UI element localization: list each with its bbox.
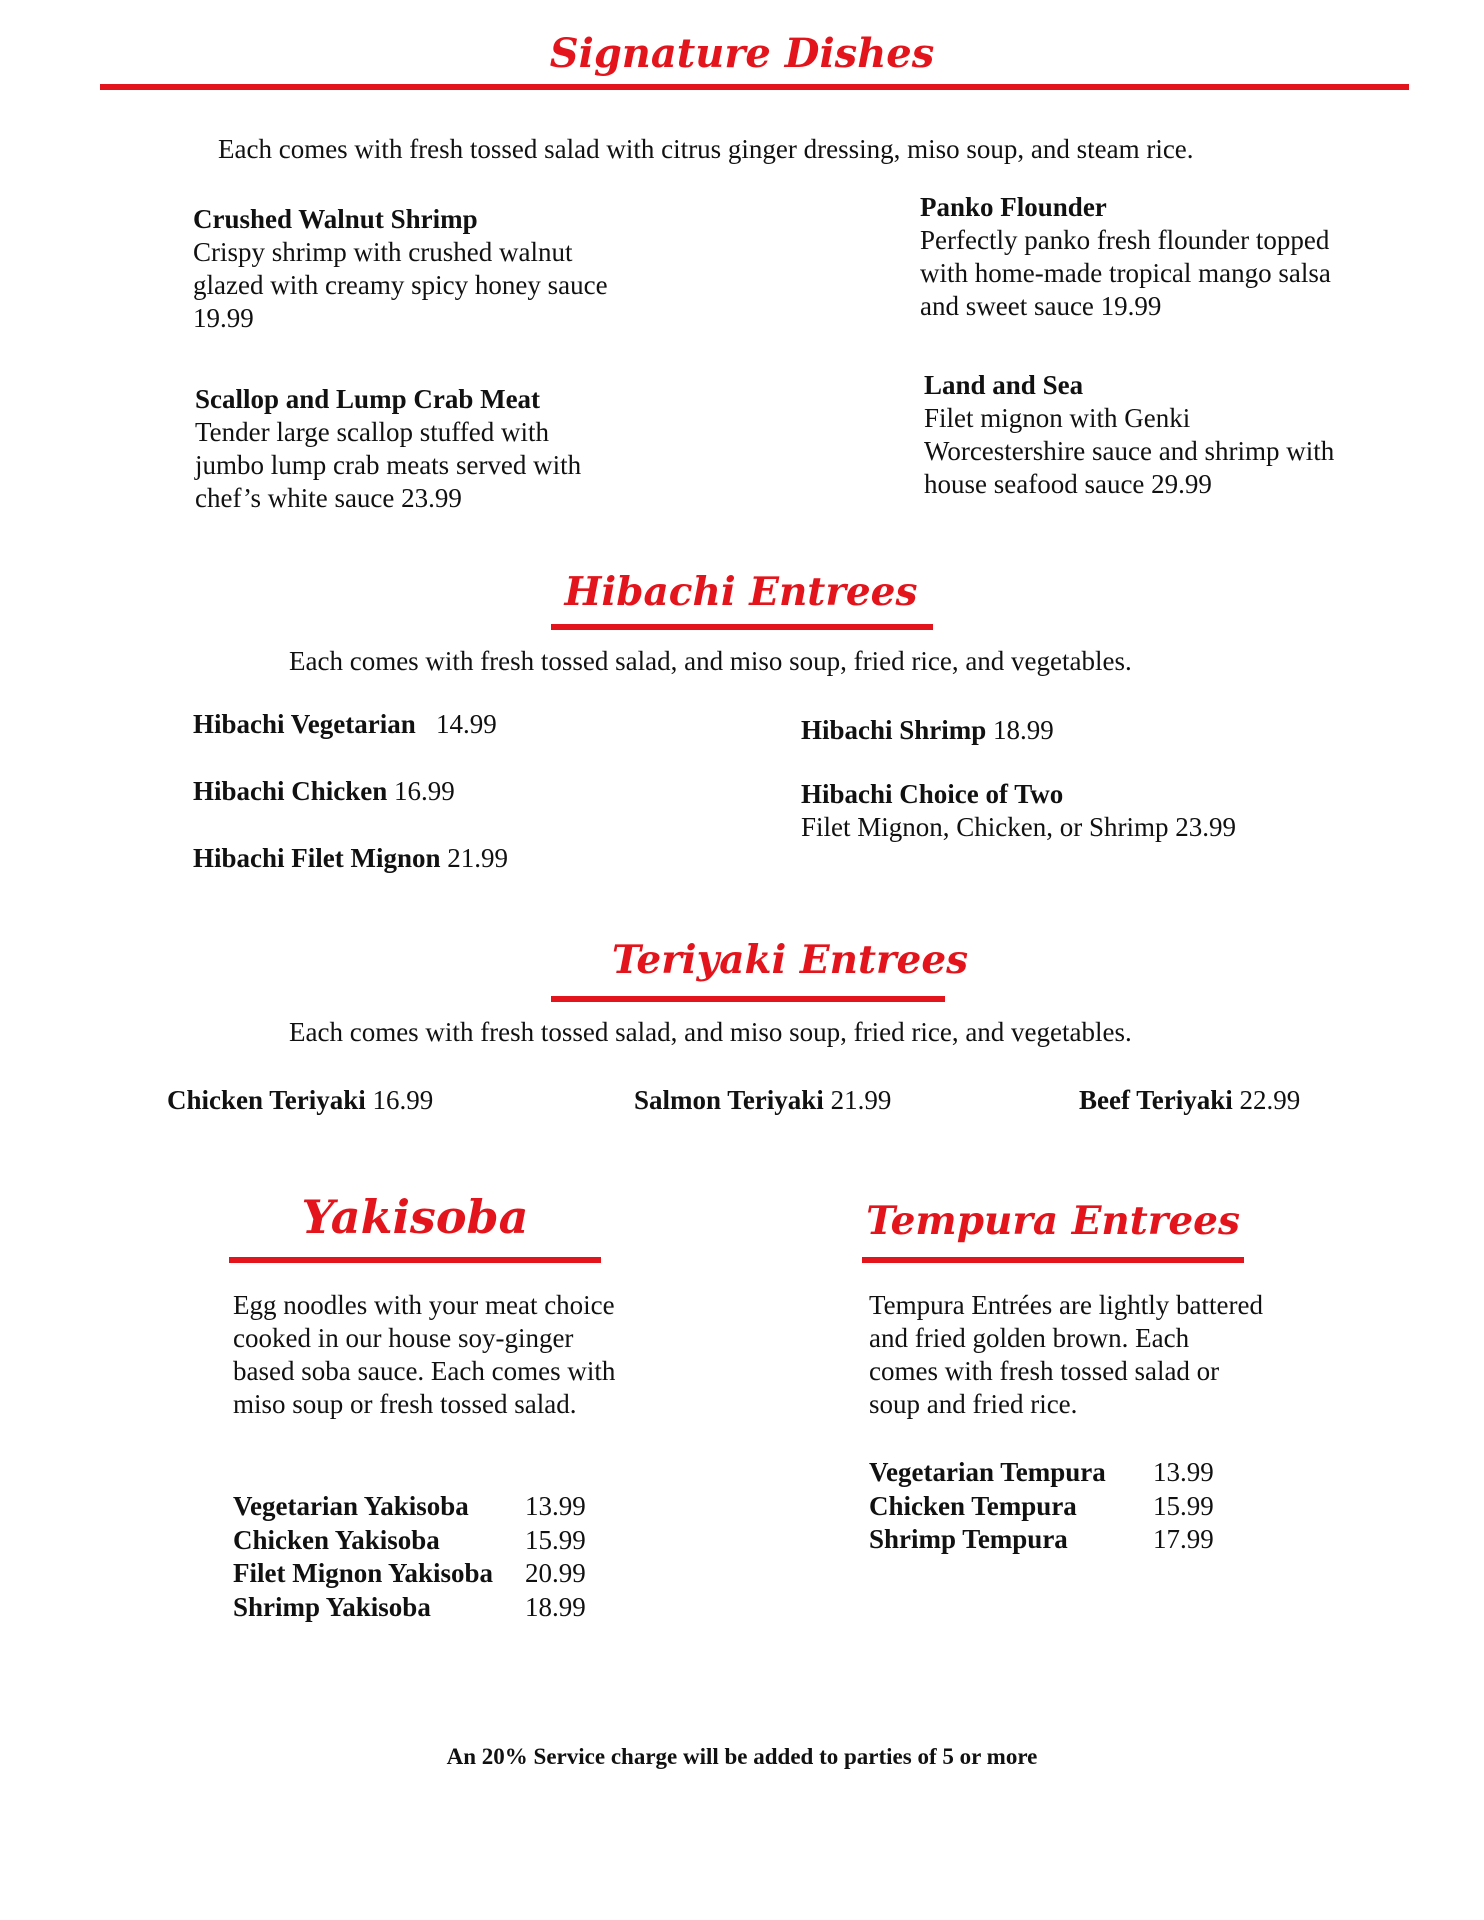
item-price: 14.99 (436, 709, 497, 739)
yakisoba-list (233, 1490, 586, 1624)
hibachi-rule (551, 624, 933, 630)
menu-item-hibachi-vegetarian (193, 709, 497, 740)
item-price: 15.99 (1153, 1490, 1214, 1521)
item-name: Hibachi Vegetarian (193, 709, 416, 739)
item-desc: Tender large scallop stuffed with jumbo lump crab meats served with chef’s white sauce 23.99 (195, 417, 582, 513)
menu-item-hibachi-chicken (193, 776, 455, 807)
menu-item-beef-teriyaki (1079, 1085, 1300, 1116)
menu-item-crushed-walnut-shrimp (193, 203, 633, 335)
item-price: 13.99 (1153, 1457, 1214, 1487)
item-name: Panko Flounder (920, 192, 1107, 222)
item-price: 17.99 (1153, 1524, 1214, 1554)
tempura-rule (862, 1257, 1244, 1263)
teriyaki-rule (551, 996, 945, 1002)
item-price: 13.99 (525, 1491, 586, 1521)
item-price: 18.99 (525, 1591, 586, 1622)
signature-heading: Signature Dishes (549, 30, 935, 77)
yakisoba-rule (229, 1257, 601, 1263)
item-name: Crushed Walnut Shrimp (193, 204, 478, 234)
list-item (869, 1456, 1214, 1490)
item-name: Scallop and Lump Crab Meat (195, 384, 541, 414)
menu-item-salmon-teriyaki (634, 1085, 891, 1116)
item-name: Vegetarian Yakisoba (233, 1491, 469, 1521)
item-name: Hibachi Chicken (193, 776, 388, 806)
tempura-list (869, 1456, 1214, 1557)
list-item (233, 1591, 586, 1625)
item-name: Vegetarian Tempura (869, 1457, 1106, 1487)
item-name: Beef Teriyaki (1079, 1085, 1233, 1115)
item-name: Chicken Teriyaki (167, 1085, 366, 1115)
item-price: 22.99 (1239, 1085, 1301, 1115)
item-price: 21.99 (447, 843, 509, 873)
list-item (233, 1557, 586, 1591)
menu-item-hibachi-shrimp (801, 715, 1054, 746)
hibachi-intro: Each comes with fresh tossed salad, and miso soup, fried rice, and vegetables. (289, 646, 1132, 676)
item-name: Hibachi Filet Mignon (193, 843, 441, 873)
item-price: 15.99 (525, 1524, 586, 1555)
signature-rule (100, 84, 1409, 90)
item-name: Salmon Teriyaki (634, 1085, 824, 1115)
menu-item-panko-flounder (920, 191, 1350, 323)
item-name: Chicken Yakisoba (233, 1524, 440, 1555)
list-item (233, 1524, 586, 1558)
menu-item-chicken-teriyaki (167, 1085, 433, 1116)
item-price: 16.99 (394, 776, 455, 806)
item-desc: Filet Mignon, Chicken, or Shrimp 23.99 (801, 812, 1236, 842)
signature-intro: Each comes with fresh tossed salad with citrus ginger dressing, miso soup, and steam rice. (218, 134, 1194, 164)
item-name: Shrimp Yakisoba (233, 1591, 431, 1622)
item-price: 20.99 (525, 1558, 586, 1588)
service-charge-note: An 20% Service charge will be added to parties of 5 or more (446, 1744, 1038, 1769)
teriyaki-intro: Each comes with fresh tossed salad, and miso soup, fried rice, and vegetables. (289, 1017, 1132, 1047)
list-item (869, 1523, 1214, 1557)
item-price: 16.99 (372, 1085, 434, 1115)
menu-item-hibachi-choice-of-two (801, 778, 1321, 844)
item-name: Filet Mignon Yakisoba (233, 1558, 494, 1588)
item-price: 21.99 (830, 1085, 892, 1115)
teriyaki-heading: Teriyaki Entrees (611, 937, 969, 983)
tempura-heading: Tempura Entrees (866, 1198, 1240, 1244)
menu-item-scallop-crab (195, 383, 615, 515)
item-name: Hibachi Shrimp (801, 715, 987, 745)
hibachi-heading: Hibachi Entrees (564, 569, 918, 615)
item-desc: Crispy shrimp with crushed walnut glazed with creamy spicy honey sauce 19.99 (193, 237, 608, 333)
yakisoba-heading: Yakisoba (301, 1190, 529, 1244)
item-name: Chicken Tempura (869, 1490, 1077, 1521)
item-desc: Perfectly panko fresh flounder topped with home-made tropical mango salsa and sweet sauce 19.99 (920, 225, 1331, 321)
item-name: Land and Sea (924, 370, 1084, 400)
item-price: 18.99 (993, 715, 1054, 745)
yakisoba-description: Egg noodles with your meat choice cooked in our house soy-ginger based soba sauce. Each comes with miso soup or fresh tossed salad. (233, 1290, 616, 1419)
item-desc: Filet mignon with Genki Worcestershire sauce and shrimp with house seafood sauce 29.99 (924, 403, 1335, 499)
tempura-description: Tempura Entrées are lightly battered and fried golden brown. Each comes with fresh tossed salad or soup and fried rice. (869, 1290, 1263, 1419)
item-name: Hibachi Choice of Two (801, 779, 1064, 809)
list-item (869, 1490, 1214, 1524)
list-item (233, 1490, 586, 1524)
item-name: Shrimp Tempura (869, 1524, 1068, 1554)
menu-item-land-and-sea (924, 369, 1344, 501)
menu-item-hibachi-filet-mignon (193, 843, 508, 874)
